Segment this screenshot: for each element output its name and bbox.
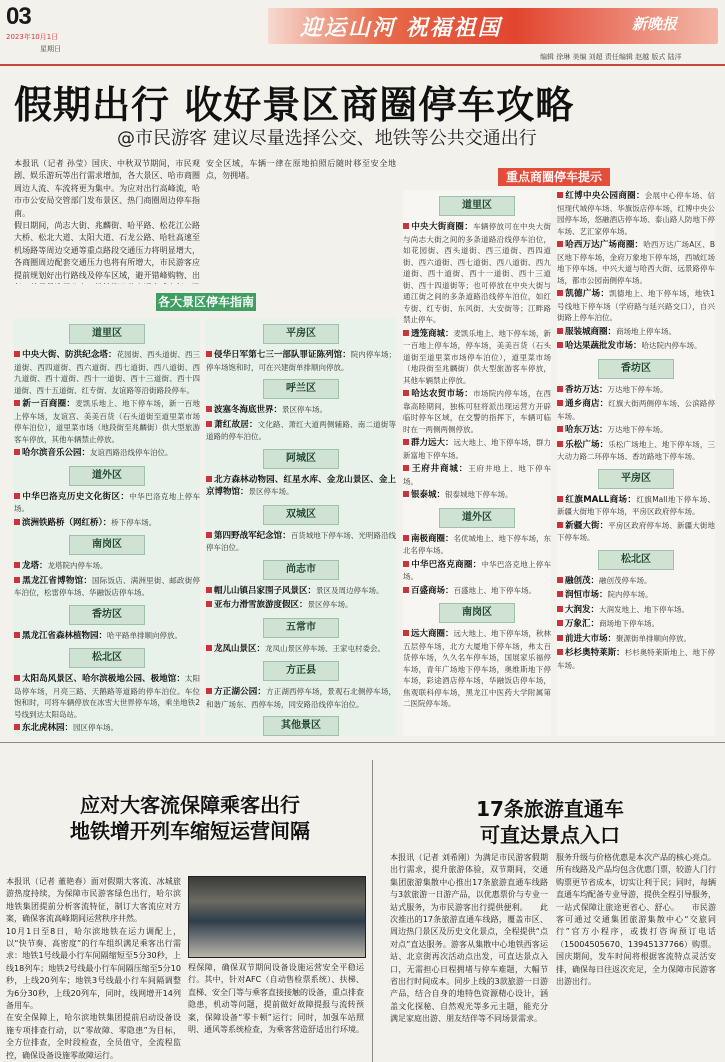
bullet-square-icon [557, 620, 563, 626]
parking-entry [206, 404, 396, 417]
parking-entry-name: 哈尔滨音乐公园： [22, 448, 91, 458]
bullet-square-icon [403, 491, 409, 497]
parking-entry [403, 628, 551, 710]
bullet-square-icon [557, 496, 563, 502]
bullet-square-icon [14, 562, 20, 568]
parking-entry-name: 哈达农贸市场： [411, 389, 474, 399]
bullet-square-icon [206, 645, 212, 651]
parking-entry-name: 方正湖公园： [214, 687, 267, 697]
bullet-square-icon [403, 561, 409, 567]
parking-entry-name: 哈达果蔬批发市场： [565, 341, 642, 351]
bullet-square-icon [557, 400, 563, 406]
bullet-square-icon [557, 290, 563, 296]
bullet-square-icon [14, 577, 20, 583]
lead-continued-column [206, 158, 396, 284]
parking-entry-name: 远大商圈： [411, 629, 454, 639]
parking-entry-desc: 商场地下停车场。 [599, 619, 660, 628]
parking-entry-desc: 方正湖西停车场，景观石北侧停车场，和谐广场东、西停车场，同安路沿线停车泊位。 [206, 687, 396, 709]
bus-title-line-1: 17条旅游直通车 [476, 797, 624, 821]
bullet-square-icon [557, 192, 563, 198]
parking-entry-name: 太阳岛风景区、哈尔滨极地公园、极地馆： [22, 674, 185, 684]
parking-entry-name: 中华巴洛克商圈： [411, 559, 482, 570]
parking-entry-name: 红旗MALL商场： [565, 494, 637, 505]
parking-entry-desc: 百货城地下停车场、光明路沿线停车泊位。 [206, 530, 396, 552]
parking-entry-desc: 国际饭店、满洲里街、邮政街停车泊位，松雷停车场、华融饭店停车场。 [14, 575, 200, 597]
parking-entry-desc: 花园街、西头道街、西三道街、西四道街、西六道街、西七道街、西八道街、西九道街、西十道街、西十一道街、西十三道街、西十四道街、西十五道街、红专街、友谊路等沿街路段停车。 [14, 350, 200, 395]
bullet-square-icon [557, 241, 563, 247]
bullet-square-icon [14, 519, 20, 525]
parking-entry-name: 通乡商店： [565, 399, 609, 409]
parking-entry-desc: 会展中心停车场、信恒现代城停车场、华旗饭店停车场，红博中央公园停车场，悠融酒店停车场、泰山路人防地下停车场、艺汇家停车场。 [557, 191, 715, 236]
metro-article-column-1 [6, 876, 181, 1060]
parking-entry [557, 520, 715, 544]
parking-entry [557, 424, 715, 437]
bullet-square-icon [403, 330, 409, 336]
parking-entry [557, 439, 715, 463]
parking-entry-desc: 景区停车场。 [248, 487, 294, 496]
parking-entry-name: 南极商圈： [411, 533, 454, 544]
district-heading: 香坊区 [69, 605, 145, 625]
bullet-square-icon [206, 421, 212, 427]
bullet-square-icon [557, 328, 563, 334]
parking-entry-name: 群力远大： [411, 438, 454, 448]
bullet-square-icon [557, 386, 563, 392]
parking-entry-name: 大润发： [565, 604, 600, 615]
parking-entry-desc: 哈平路单排顺向停放。 [107, 630, 183, 640]
banner-title: 迎运山河 祝福祖国 [300, 15, 502, 41]
section-divider [0, 742, 725, 743]
parking-entry-desc: 聚源街单排顺向停放。 [616, 633, 692, 643]
newspaper-logo: 新晚报 [632, 15, 678, 33]
parking-entry-desc: 融创茂停车场。 [599, 575, 652, 585]
parking-entry-desc: 龙凤山景区停车场、王家屯村委会。 [265, 643, 386, 653]
parking-entry [14, 491, 200, 515]
parking-entry-desc: 银泰城地下停车场。 [445, 490, 513, 499]
parking-entry-desc: 远大地上、地下停车场，群力新富地下停车场。 [403, 438, 551, 460]
parking-entry [557, 384, 715, 397]
parking-entry-desc: 名优城地上、地下停车场，东北名停车场。 [403, 533, 551, 555]
bullet-square-icon [206, 476, 212, 482]
bullet-square-icon [557, 522, 563, 528]
parking-entry-desc: 乐松广场地上、地下停车场，三大动力路二环停车场、香坊路地下停车场。 [557, 439, 715, 461]
parking-entry-desc: 百盛地上、地下停车场。 [453, 585, 537, 595]
parking-entry [14, 722, 200, 735]
parking-entry [206, 643, 396, 656]
bullet-square-icon [557, 606, 563, 612]
bullet-square-icon [403, 390, 409, 396]
header-rule [0, 64, 725, 66]
parking-entry-desc: 红旗Mall地下停车场、新疆大街地下停车场，平房区政府停车场。 [557, 494, 715, 516]
subheadline: @市民游客 建议尽量选择公交、地铁等公共交通出行 [117, 128, 537, 149]
issue-date: 2023年10月1日 [6, 33, 59, 41]
bullet-square-icon [14, 400, 20, 406]
parking-entry [14, 517, 200, 530]
parking-entry [557, 398, 715, 422]
bullet-square-icon [206, 532, 212, 538]
parking-entry-name: 龙塔： [22, 561, 48, 571]
parking-entry-desc: 哈达院内停车场。 [641, 341, 702, 350]
parking-entry-desc: 院内停车场。 [607, 590, 653, 599]
district-heading: 道里区 [69, 324, 145, 344]
district-heading: 尚志市 [263, 560, 339, 580]
parking-entry [14, 398, 200, 445]
parking-entry-name: 前进大市场： [565, 633, 617, 644]
parking-entry-name: 龙凤山景区： [214, 643, 266, 654]
parking-entry-desc: 桥下停车场。 [111, 517, 157, 527]
parking-entry [557, 604, 715, 617]
parking-entry-desc: 商场地上停车场。 [616, 326, 677, 336]
bus-paragraph-2: 服务升级与价格优惠是本次产品的核心亮点。所有线路及产品均包含优惠门票，较游人门行购票更节省成本，切实让利于民；同时，每辆直通车均配备专业导游，提供全程引导服务，一站式保障让旅途更省心、舒心。 市民游客可通过交通集团旅游集散中心“交旅同行”官方小程序，或拨打咨询预订电话（15004505670、13945137766）购票。国庆期间，发车时间将根据客流特点灵活安排，确保每日往返次充足，全力保障市民游客出游出行。 [556, 853, 716, 987]
parking-entry-desc: 景区停车场。 [307, 600, 353, 609]
bus-article-column-2 [556, 852, 716, 1060]
bus-article-column-1 [390, 852, 548, 1060]
parking-entry [206, 474, 396, 499]
bullet-square-icon [14, 632, 20, 638]
parking-entry-name: 萧红故居： [214, 419, 258, 430]
parking-entry [206, 686, 396, 710]
lead-intro: 本报讯（记者 孙莹）国庆、中秋双节期间，市民观剧、娱乐游玩等出行需求增加，各大景区、哈市商圈周边人流、车流将更为集中。为应对出行高峰流，哈市市公安局交管部门发布景区、热门商圈周边停车指南。 [14, 159, 200, 218]
bullet-square-icon [403, 587, 409, 593]
parking-entry [557, 618, 715, 631]
district-heading: 南岗区 [439, 603, 515, 623]
parking-entry [557, 589, 715, 602]
parking-entry-name: 帽儿山镇吕家围子风景区： [214, 585, 317, 596]
bullet-square-icon [557, 441, 563, 447]
bullet-square-icon [403, 223, 409, 229]
district-heading: 南岗区 [69, 535, 145, 555]
parking-entry-name: 中央大街商圈： [411, 222, 474, 232]
bullet-square-icon [206, 601, 212, 607]
district-heading: 松北区 [69, 648, 145, 668]
parking-entry [403, 437, 551, 461]
metro-title-line-1: 应对大客流保障乘客出行 [80, 793, 300, 817]
parking-entry-name: 润恒市场： [565, 590, 608, 600]
district-heading: 方正县 [263, 661, 339, 681]
parking-entry-desc: 中华巴洛克地上停车场。 [403, 559, 551, 581]
parking-entry-desc: 车辆停放可在中央大街与尚志大街之间的多条道路沿线停车泊位，如花园街、西头道街、西三道街、西四道街、西六道街、西七道街、西八道街、西九道街、西十道街、西十一道街、西十三道街、西十四道街等；也可停放在中央大街与通江街之间的多条道路沿线停车泊位，如红专街、红专街、东风街、大安街等；江畔路禁止停车。 [403, 222, 551, 324]
commercial-column-2 [557, 190, 715, 736]
parking-entry [14, 349, 200, 396]
parking-entry [14, 575, 200, 599]
parking-entry-desc: 园区停车场。 [73, 723, 119, 732]
district-heading: 双城区 [263, 505, 339, 525]
bullet-square-icon [14, 675, 20, 681]
parking-entry-name: 中华巴洛克历史文化街区： [22, 491, 130, 502]
parking-entry-name: 第四野战军纪念馆： [214, 530, 291, 541]
bullet-square-icon [14, 724, 20, 730]
bullet-square-icon [557, 591, 563, 597]
parking-entry-desc: 景区及周边停车场。 [316, 585, 384, 595]
metro-paragraph-4: 程保障，确保双节期间设备设施运营安全平稳运行。其中，针对AFC（自动售检票系统）、扶梯、直梯、安全门等与乘客直接接触的设备，重点排查隐患，机动等问题，提前做好故障提报与流转预案，保障设备“零卡顿”运行；同时，加强车站照明、通风等系统检查，为乘客营造舒适出行环境。 [188, 963, 364, 1035]
district-heading: 香坊区 [598, 359, 674, 379]
scenic-column-2 [206, 318, 396, 736]
parking-entry-name: 哈西万达广场商圈： [565, 240, 644, 250]
parking-entry [206, 599, 396, 612]
district-heading: 平房区 [598, 469, 674, 489]
parking-entry-name: 滨洲铁路桥（网红桥）： [22, 517, 112, 528]
lead-paragraph-2: 假日期间，尚志大街、兆麟街、哈平路、松花江公路大桥、松北大道、太阳大道、石龙公路、哈牡高速至机场路等周边交通等重点路段交通压力将明显增大，各商圈周边配套交通压力也将有所增大，市民游客应提前规划好出行路线及停车区域，避开错峰购物、出 [14, 221, 200, 280]
parking-entry-name: 乐松广场： [565, 439, 609, 450]
district-heading: 平房区 [263, 324, 339, 344]
lead-intro-column [14, 158, 200, 284]
bullet-square-icon [557, 577, 563, 583]
bullet-square-icon [206, 351, 212, 357]
bullet-square-icon [14, 493, 20, 499]
parking-entry [206, 349, 396, 373]
parking-entry-name: 波塞冬海底世界： [214, 405, 283, 415]
parking-entry-name: 百盛商场： [411, 585, 454, 596]
bus-article-title [390, 796, 710, 848]
district-heading: 阿城区 [263, 449, 339, 469]
parking-entry [557, 494, 715, 518]
parking-entry-name: 透笼商城： [411, 328, 454, 339]
district-heading: 道里区 [439, 196, 515, 216]
metro-paragraph-1: 本报讯（记者 董艳春）面对假期大客流、冰城旅游热度持续，为保障市民游客绿色出行，哈尔滨地铁集团提前分析客流特征，制订大客流应对方案，确保客流高峰期间运营秩序井然。 [6, 877, 181, 924]
bullet-square-icon [557, 342, 563, 348]
bullet-square-icon [206, 688, 212, 694]
parking-entry-name: 黑龙江省博物馆： [22, 575, 93, 586]
editor-credits: 编辑 徐琳 美编 刘超 责任编辑 赵越 版式 陆洋 [540, 53, 682, 61]
district-heading: 其他景区 [263, 716, 339, 736]
bullet-square-icon [403, 535, 409, 541]
parking-entry [206, 585, 396, 598]
metro-station-photo [188, 876, 366, 958]
commercial-column-1 [403, 190, 551, 736]
metro-title-line-2: 地铁增开列车缩短运营间隔 [70, 819, 310, 843]
parking-entry-name: 红博中央公园商圈： [565, 191, 645, 201]
parking-entry-name: 东北虎林园： [22, 723, 74, 733]
district-heading: 松北区 [598, 550, 674, 570]
parking-entry-desc: 文化路、萧红大道两侧辅路、南二道街等道路的停车泊位。 [206, 419, 396, 441]
parking-entry [14, 630, 200, 643]
parking-entry-desc: 王府井地上、地下停车场。 [403, 464, 551, 486]
bullet-square-icon [557, 649, 563, 655]
parking-entry-desc: 大润发地上、地下停车场。 [599, 604, 690, 614]
bullet-square-icon [206, 406, 212, 412]
district-heading: 呼兰区 [263, 379, 339, 399]
parking-entry [557, 340, 715, 353]
parking-entry-desc: 友谊西路沿线停车泊位。 [90, 448, 173, 457]
parking-entry-name: 亚布力滑雪旅游度假区： [214, 600, 308, 610]
bullet-square-icon [557, 635, 563, 641]
parking-entry [557, 633, 715, 646]
parking-entry-desc: 红旗大街两侧停车场、公滨路停车场。 [557, 399, 715, 421]
vertical-divider [372, 760, 373, 1062]
parking-entry [557, 190, 715, 237]
parking-entry [14, 673, 200, 720]
bus-paragraph-1: 本报讯（记者 刘希刚）为满足市民游客假期出行需求，提升旅游体验，双节期间，交通集团旅游集散中心推出17条旅游直通车线路与3款旅游一日游产品，以优惠票价与专业一站式服务，为市民游客出行提供便利。 此次推出的17条旅游直通车线路，覆盖市区、周边热门景区及历史文化景点，全程提供“点对点”直达服务。游客从集散中心地铁西客运站、北京街再次活动点出发，可直达景点入口，无需担心日程拥堵与停车难题，大幅节省出行时间成本。同步上线的3款旅游一日游产品，结合自身的地特色资源精心设计，涵盖文化探秘、自然观光等多元主题，能充分满足家庭出游、朋友结伴等不同场景需求。 [390, 853, 548, 1024]
page-number: 03 [6, 3, 31, 30]
district-heading: 道外区 [69, 466, 145, 486]
bullet-square-icon [557, 426, 563, 432]
parking-entry-name: 服装城商圈： [565, 326, 617, 337]
parking-entry [403, 489, 551, 502]
commercial-section-title: 重点商圈停车提示 [498, 168, 610, 186]
district-heading: 五常市 [263, 618, 339, 638]
parking-entry-name: 新疆大街： [565, 520, 609, 531]
parking-entry-desc: 龙塔院内停车场。 [47, 561, 108, 570]
bus-title-line-2: 可直达景点入口 [480, 823, 620, 847]
bullet-square-icon [403, 439, 409, 445]
parking-entry-name: 中央大街、防洪纪念塔： [22, 350, 117, 360]
scenic-column-1 [14, 318, 200, 736]
parking-entry [403, 559, 551, 583]
parking-entry [403, 328, 551, 387]
parking-entry [206, 530, 396, 554]
parking-entry-name: 银泰城： [411, 490, 446, 500]
parking-entry-desc: 院内停车场；停车场饱和时，可在兴建街单排顺向停放。 [206, 350, 396, 372]
parking-entry-desc: 万达地下停车场。 [607, 425, 668, 434]
parking-entry-desc: 中华巴洛克地上停车场。 [14, 491, 200, 513]
parking-entry [557, 288, 715, 324]
parking-entry [557, 326, 715, 339]
parking-entry-desc: 市场院内停车场，在西靠高睦期间，独栋可驻将派出现运营方开辟临时停车区域，在交警的指挥下，车辆可临时在一两侧两侧停放。 [403, 389, 551, 434]
district-heading: 道外区 [439, 508, 515, 528]
parking-entry-name: 凯德广场： [565, 289, 610, 299]
parking-entry [557, 575, 715, 588]
parking-entry-name: 哈东万达： [565, 425, 608, 435]
parking-entry-desc: 景区停车场。 [282, 405, 328, 414]
parking-entry [403, 221, 551, 326]
headline: 假期出行 收好景区商圈停车攻略 [14, 83, 575, 127]
parking-entry-name: 万象汇： [565, 619, 600, 629]
parking-entry-name: 香坊万达： [565, 384, 608, 395]
parking-entry [14, 560, 200, 573]
parking-entry-name: 北方森林动物园、红星水库、金龙山景区、金上京博物馆： [206, 474, 396, 497]
parking-entry-name: 融创茂： [565, 575, 600, 586]
parking-entry-desc: 杉杉奥特莱斯地上、地下停车场。 [557, 648, 715, 670]
bullet-square-icon [206, 587, 212, 593]
scenic-section-title: 各大景区停车指南 [157, 295, 254, 309]
parking-entry-name: 新一百商圈： [22, 399, 76, 409]
metro-paragraph-3: 在安全保障上，哈尔滨地铁集团提前启动设备设施专项排查行动，以“零故障、零隐患”为目标，全方位排查，全时段检查，全员值守，全流程监控，确保设备设施零故障运行。 [6, 1013, 181, 1060]
parking-entry [403, 463, 551, 487]
parking-entry-desc: 太阳岛停车场，月亮三路、天鹅路等道路的停车泊位。车位饱和时，可将车辆停放在冰雪大世界停车场，乘坐地铁2号线到达太阳岛站。 [14, 674, 200, 719]
parking-entry [206, 419, 396, 443]
parking-entry [403, 585, 551, 598]
parking-entry-name: 杉杉奥特莱斯： [565, 648, 625, 658]
parking-entry-desc: 平房区政府停车场、新疆大街地下停车场。 [557, 520, 715, 542]
bullet-square-icon [403, 465, 409, 471]
parking-entry-desc: 麦凯乐地上、地下停车场，新一百地上停车场，友谊宫、美美百货（石头道街至道里菜市场停车泊位），道里菜市场（地段街至兆麟街）供大型旅游客车停放，其他车辆禁止停放。 [14, 399, 200, 444]
parking-entry [403, 388, 551, 435]
metro-article-title [20, 792, 360, 844]
metro-paragraph-2: 10月1日至8日，哈尔滨地铁在运力调配上，以“快节奏、高密度”的行车组织满足乘客出行需求：地铁1号线最小行车间隔缩短至5分30秒，上线18列车；地铁2号线最小行车间隔压缩至5分10秒，上线20列车；地铁3号线最小行车间隔调整为6分30秒，上线20列车，同时，线网增开14列备用车。 [6, 926, 181, 1011]
metro-article-column-2 [188, 962, 364, 1060]
parking-entry-desc: 麦凯乐地上、地下停车场，新一百地上停车场，停车场，美美百货（石头道街至道里菜市场停车泊位），道里菜市场（地段街至兆麟街）供大型旅游客车停放，其他车辆禁止停放。 [403, 328, 551, 385]
parking-entry-desc: 哈西万达广场A区、B区地下停车场，金府万象地下停车场，西城红场地下停车场。中兴大道与哈西大街、远景路停车场，都市公园南侧停车场。 [557, 240, 715, 285]
bullet-square-icon [14, 351, 20, 357]
lead-paragraph-2-cont: 安全区域，车辆一律在原地拍照后随时移至安全地点，勿拥堵。 [206, 159, 396, 181]
parking-entry-desc: 万达地下停车场。 [607, 384, 668, 394]
parking-entry [557, 647, 715, 671]
bullet-square-icon [14, 449, 20, 455]
parking-entry [14, 447, 200, 460]
issue-weekday: 星期日 [40, 45, 61, 53]
parking-entry [557, 239, 715, 286]
bullet-square-icon [403, 630, 409, 636]
parking-entry [403, 533, 551, 557]
parking-entry-desc: 远大地上、地下停车场，秋林五层停车场，北方大厦地下停车场，弗太百货停车场，久久名车停车场，国展家乐福停车场，青年广场地下停车场，奥维斯地下停车场，彩途酒店停车场，华融饭店停车场，焦观联科停车场，黑龙江中医药大学附属第二医院停车场。 [403, 629, 551, 708]
parking-entry-name: 王府井商城： [411, 464, 469, 474]
parking-entry-desc: 凯德地上、地下停车场，地铁1号线地下停车场（学府路与延兴路交口），自兴街路上停车泊位。 [557, 289, 715, 322]
parking-entry-name: 侵华日军第七三一部队罪证陈列馆： [214, 350, 351, 360]
parking-entry-name: 黑龙江省森林植物园： [22, 630, 108, 641]
